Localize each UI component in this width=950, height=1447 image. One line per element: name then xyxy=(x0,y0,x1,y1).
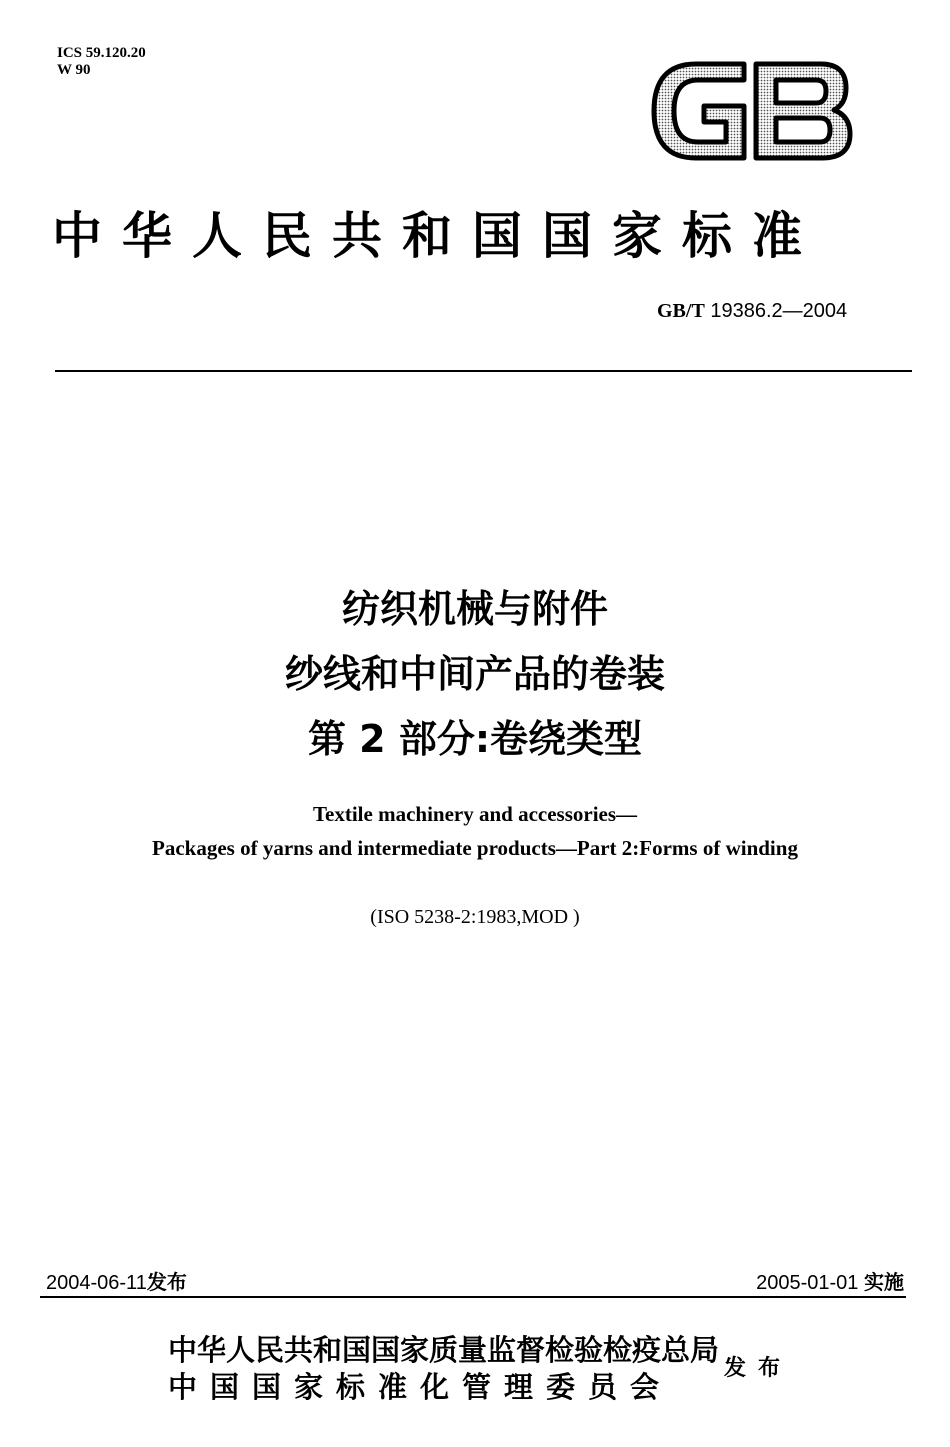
title-en-line1: Textile machinery and accessories— xyxy=(312,802,638,826)
publish-label: 发布 xyxy=(146,1270,187,1294)
title-cn-line2: 纱线和中间产品的卷装 xyxy=(284,652,665,696)
issuer-aqsiq: 中华人民共和国国家质量监督检验检疫总局 xyxy=(168,1333,720,1367)
classification-codes xyxy=(57,45,146,79)
top-divider xyxy=(55,370,912,372)
publish-date xyxy=(46,1266,187,1295)
title-en-line2: Packages of yarns and intermediate products—Part 2:Forms of winding xyxy=(152,836,798,860)
iso-reference: (ISO 5238-2:1983,MOD ) xyxy=(370,906,580,928)
issue-label: 发布 xyxy=(724,1356,793,1381)
implement-label: 实施 xyxy=(864,1270,904,1294)
gb-logo xyxy=(646,58,858,164)
category-code: W 90 xyxy=(57,62,91,78)
issuer-sac: 中国国家标准化管理委员会 xyxy=(168,1370,673,1404)
title-cn-line3: 第 2 部分:卷绕类型 xyxy=(307,717,643,761)
standard-number xyxy=(657,300,847,323)
standard-number-value: 19386.2—2004 xyxy=(710,300,848,322)
ics-code: ICS 59.120.20 xyxy=(57,45,146,61)
standard-title: 中华人民共和国国家标准 xyxy=(52,206,822,265)
title-cn-line1: 纺织机械与附件 xyxy=(341,587,608,631)
standard-prefix: GB/T xyxy=(657,300,705,322)
publish-date-value: 2004-06-11 xyxy=(46,1272,147,1294)
implement-date xyxy=(756,1266,904,1295)
implement-date-value: 2005-01-01 xyxy=(756,1272,859,1294)
bottom-divider xyxy=(40,1296,906,1298)
